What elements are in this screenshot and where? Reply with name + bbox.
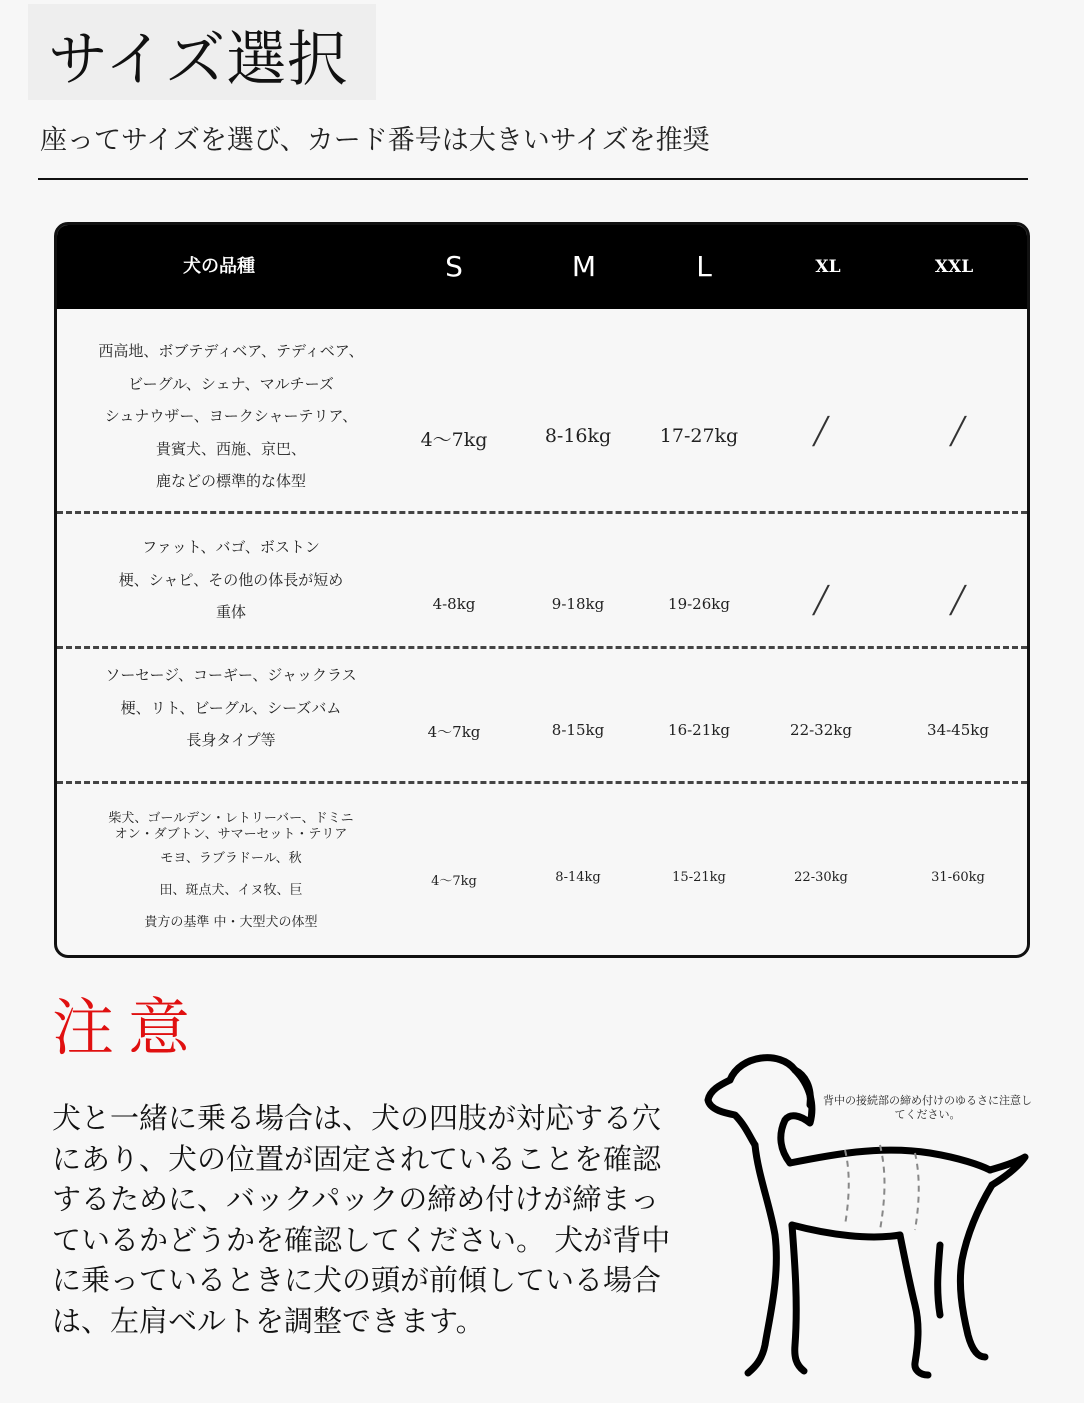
size-l-value: 16-21kg [668,721,730,739]
column-header-breed: 犬の品種 [183,256,255,277]
breed-line: 梗、シャピ、その他の体長が短め [118,570,344,589]
breed-line: ビーグル、シェナ、マルチーズ [128,374,334,393]
notice-body [52,1098,702,1341]
size-xl-value: ╱ [813,586,829,616]
table-row [57,529,1027,645]
breed-line: 田、斑点犬、イヌ牧、巨 [159,883,303,898]
breed-description [71,531,391,629]
breed-line: オン・ダブトン、サマーセット・テリア [114,827,348,842]
size-s-value: 4〜7kg [431,874,477,889]
table-row [57,661,1027,779]
breed-line: 柴犬、ゴールデン・レトリーバー、ドミニ [108,811,354,826]
row-divider [57,781,1027,784]
breed-description [71,659,391,757]
size-s-value: 4-8kg [432,595,476,613]
column-header-xxl: XXL [934,257,974,277]
column-header-l: L [696,250,712,283]
size-s-value: 4〜7kg [427,723,481,741]
column-header-m: M [571,250,597,283]
breed-line: 西高地、ボブテディベア、テディベア、 [98,342,364,360]
page-title: サイズ選択 [48,25,349,95]
table-row [57,791,1027,951]
breed-line: 長身タイプ等 [186,731,276,749]
breed-line: 貴方の基準 中・大型犬の体型 [144,915,318,930]
column-header-s: S [445,250,463,283]
size-m-value: 8-15kg [551,721,605,739]
size-xxl-value: 34-45kg [927,721,989,739]
page-subtitle: 座ってサイズを選び、カード番号は大きいサイズを推奨 [40,125,710,156]
size-xxl-value: ╱ [950,417,966,447]
size-xl-value: ╱ [813,417,829,447]
size-xl-value: 22-30kg [794,870,848,885]
size-xxl-value: 31-60kg [931,870,985,885]
row-divider [57,511,1027,514]
size-m-value: 9-18kg [551,595,605,613]
table-header [57,225,1027,309]
breed-line: シュナウザー、ヨークシャーテリア、 [104,407,358,425]
breed-line: 鹿などの標準的な体型 [155,472,306,490]
notice-line: 犬と一緒に乗る場合は、犬の四肢が対応する穴 [52,1101,662,1135]
notice-line: にあり、犬の位置が固定されていることを確認 [52,1141,662,1176]
size-table [54,222,1030,958]
size-l-value: 19-26kg [668,595,730,613]
breed-description [71,811,391,931]
breed-line: 梗、リト、ビーグル、シーズバム [120,698,342,717]
notice-line: ているかどうかを確認してください。 犬が背中 [52,1222,671,1257]
column-header-xl: XL [815,257,841,277]
size-xxl-value: ╱ [950,586,966,616]
size-m-value: 8-14kg [555,870,601,885]
breed-line: 重体 [215,603,246,621]
size-l-value: 15-21kg [672,870,726,885]
notice-line: に乗っているときに犬の頭が前傾している場合 [52,1263,662,1297]
row-divider [57,646,1027,649]
breed-line: モヨ、ラブラドール、秋 [160,851,302,866]
size-s-value: 4〜7kg [420,429,488,451]
dog-strap-note: 背中の接続部の締め付けのゆるさに注意してください。 [823,1094,1032,1121]
size-m-value: 8-16kg [544,425,612,447]
breed-line: 貴賓犬、西施、京巴、 [155,439,306,458]
breed-description [71,335,391,498]
table-row [57,329,1027,511]
notice-heading: 注意 [52,991,205,1064]
notice-line: は、左肩ベルトを調整できます。 [52,1303,485,1338]
breed-line: ファット、バゴ、ボストン [142,538,320,556]
notice-line: するために、バックパックの締め付けが締まっ [52,1182,660,1216]
title-divider [38,178,1028,180]
size-l-value: 17-27kg [659,425,739,447]
breed-line: ソーセージ、コーギー、ジャックラス [105,666,357,684]
size-xl-value: 22-32kg [790,721,852,739]
